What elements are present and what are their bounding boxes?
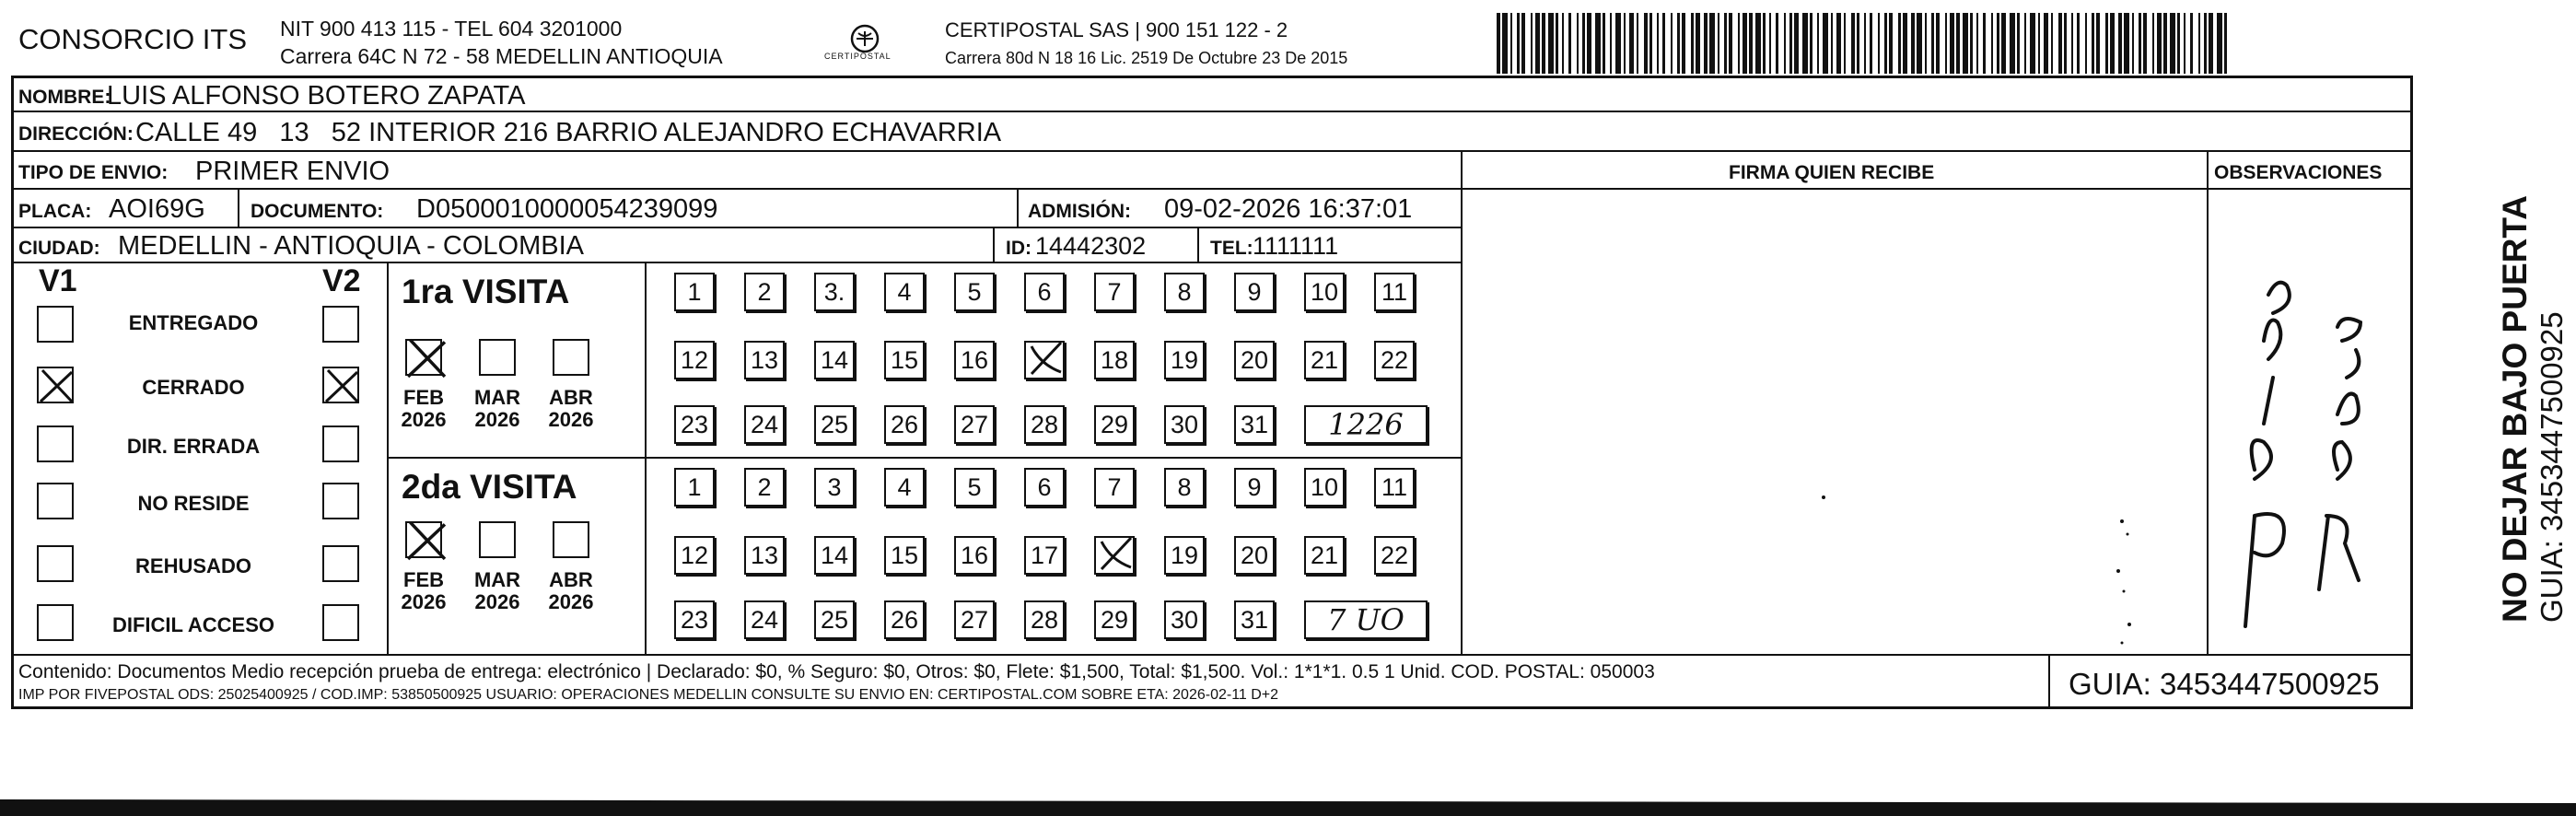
day-box[interactable]: 15: [884, 341, 925, 379]
id-label: ID:: [1006, 238, 1032, 259]
city-value: MEDELLIN - ANTIOQUIA - COLOMBIA: [118, 231, 584, 261]
recipient-name: LUIS ALFONSO BOTERO ZAPATA: [107, 81, 526, 111]
observations-divider: [2207, 152, 2209, 654]
day-box[interactable]: 13: [744, 341, 785, 379]
day-box[interactable]: 8: [1164, 273, 1205, 311]
cp-line-1: CERTIPOSTAL SAS | 900 151 122 - 2: [945, 18, 1288, 41]
month-name: MAR: [473, 568, 521, 591]
v2-checkbox[interactable]: [322, 545, 359, 582]
day-box[interactable]: 23: [674, 405, 715, 444]
v2-checkbox[interactable]: [322, 367, 359, 403]
day-box[interactable]: [1094, 536, 1135, 575]
logo-text: CERTIPOSTAL: [824, 52, 892, 61]
month-label: [391, 569, 456, 613]
month-label: [391, 387, 456, 431]
visit-1-title: 1ra VISITA: [402, 273, 570, 310]
company-name: CONSORCIO ITS: [18, 23, 248, 55]
status-label: NO RESIDE: [137, 492, 250, 515]
day-box[interactable]: 11: [1374, 273, 1415, 311]
month-name: MAR: [473, 386, 521, 409]
day-box[interactable]: 16: [954, 341, 995, 379]
visit-2-title: 2da VISITA: [402, 468, 577, 506]
day-box[interactable]: 27: [954, 600, 995, 639]
day-box[interactable]: 7: [1094, 468, 1135, 507]
shipping-type: PRIMER ENVIO: [195, 157, 390, 186]
document-value: D0500010000054239099: [416, 194, 718, 224]
month-label: [465, 569, 530, 613]
plate-value: AOI69G: [109, 194, 205, 224]
month-checkbox[interactable]: [553, 521, 589, 558]
day-box[interactable]: 22: [1374, 536, 1415, 575]
month-checkbox[interactable]: [405, 339, 442, 376]
day-box[interactable]: 19: [1164, 341, 1205, 379]
month-checkbox[interactable]: [479, 339, 516, 376]
certipostal-info: [945, 17, 1347, 72]
v2-checkbox[interactable]: [322, 483, 359, 519]
signature-marks: [1805, 488, 2192, 654]
day-box[interactable]: 14: [814, 536, 855, 575]
month-label: [539, 569, 603, 613]
day-box[interactable]: 23: [674, 600, 715, 639]
signature-header: FIRMA QUIEN RECIBE: [1729, 162, 1935, 183]
day-box[interactable]: 28: [1024, 600, 1065, 639]
divider: [1197, 228, 1199, 263]
bottom-edge-strip: [0, 790, 2576, 816]
tel-value: 1111111: [1253, 232, 1339, 260]
month-name: ABR: [549, 568, 593, 591]
city-label: CIUDAD:: [18, 238, 100, 259]
guia-number: GUIA: 3453447500925: [2069, 667, 2380, 701]
month-label: [539, 387, 603, 431]
day-box[interactable]: 31: [1234, 405, 1275, 444]
day-box[interactable]: 21: [1304, 341, 1345, 379]
status-label: DIFICIL ACCESO: [111, 613, 274, 636]
address-label: DIRECCIÓN:: [18, 123, 134, 145]
day-box[interactable]: 5: [954, 468, 995, 507]
month-checkbox[interactable]: [479, 521, 516, 558]
day-box[interactable]: 2: [744, 273, 785, 311]
day-box[interactable]: 22: [1374, 341, 1415, 379]
divider: [993, 228, 995, 263]
nit-line-1: NIT 900 413 115 - TEL 604 3201000: [280, 17, 623, 41]
visit-divider: [387, 457, 1461, 459]
day-box[interactable]: 25: [814, 600, 855, 639]
day-box[interactable]: 26: [884, 405, 925, 444]
day-box[interactable]: 3.: [814, 273, 855, 311]
footer-print-line: IMP POR FIVEPOSTAL ODS: 25025400925 / COD.IMP: 53850500925 USUARIO: OPERACIONES MEDELLIN CONSULTE SU ENVIO EN: CERTIPOSTAL.COM SOBRE ETA: 2026-02-11 D+2: [18, 687, 1279, 703]
v1-header: V1: [39, 263, 77, 298]
month-name: FEB: [403, 386, 444, 409]
side-text: [2496, 195, 2570, 623]
no-dejar-warning: NO DEJAR BAJO PUERTA: [2496, 195, 2534, 623]
barcode-bar: [2227, 13, 2232, 74]
nit-line-2: Carrera 64C N 72 - 58 MEDELLIN ANTIOQUIA: [280, 44, 723, 68]
footer-content-line: Contenido: Documentos Medio recepción prueba de entrega: electrónico | Declarado: $0, % Seguro: $0, Otros: $0, Flete: $1,500, Total: $1,500. Vol.: 1*1*1. 0.5 1 Unid. COD. POSTAL: 050003: [18, 661, 1655, 682]
day-box[interactable]: 28: [1024, 405, 1065, 444]
plate-label: PLACA:: [18, 201, 92, 222]
day-box[interactable]: 8: [1164, 468, 1205, 507]
divider: [238, 190, 239, 228]
type-row: [11, 152, 2413, 190]
city-row: [11, 228, 1463, 263]
handwritten-time: 1226: [1304, 405, 1428, 444]
day-box[interactable]: 20: [1234, 341, 1275, 379]
day-box[interactable]: 19: [1164, 536, 1205, 575]
side-guia: GUIA: 3453447500925: [2535, 311, 2569, 623]
day-box[interactable]: 30: [1164, 600, 1205, 639]
day-box[interactable]: 3: [814, 468, 855, 507]
handwritten-time: 7 UO: [1304, 600, 1428, 639]
day-box[interactable]: [1024, 341, 1065, 379]
admission-label: ADMISIÓN:: [1028, 201, 1131, 222]
signature-divider: [1461, 152, 1463, 654]
plate-row: [11, 190, 1463, 228]
observations-handwriting: [2218, 239, 2402, 645]
day-box[interactable]: 25: [814, 405, 855, 444]
day-box[interactable]: 5: [954, 273, 995, 311]
day-box[interactable]: 10: [1304, 468, 1345, 507]
day-box[interactable]: 13: [744, 536, 785, 575]
day-box[interactable]: 4: [884, 273, 925, 311]
company-nit: [280, 15, 723, 70]
tel-label: TEL:: [1210, 238, 1253, 259]
observations-header: OBSERVACIONES: [2214, 162, 2383, 183]
month-year: 2026: [474, 408, 520, 431]
day-box[interactable]: 26: [884, 600, 925, 639]
day-box[interactable]: 12: [674, 536, 715, 575]
day-box[interactable]: 29: [1094, 405, 1135, 444]
status-label: REHUSADO: [135, 554, 251, 577]
recipient-address: CALLE 49 13 52 INTERIOR 216 BARRIO ALEJANDRO ECHAVARRIA: [135, 118, 1002, 147]
month-year: 2026: [474, 590, 520, 613]
v2-checkbox[interactable]: [322, 604, 359, 641]
id-value: 14442302: [1035, 232, 1147, 260]
barcode: [1497, 13, 2232, 74]
day-box[interactable]: 24: [744, 405, 785, 444]
day-box[interactable]: 6: [1024, 273, 1065, 311]
month-checkbox[interactable]: [553, 339, 589, 376]
day-box[interactable]: 11: [1374, 468, 1415, 507]
day-box[interactable]: 2: [744, 468, 785, 507]
day-box[interactable]: 24: [744, 600, 785, 639]
day-box[interactable]: 17: [1024, 536, 1065, 575]
day-box[interactable]: 15: [884, 536, 925, 575]
status-label: ENTREGADO: [128, 311, 259, 334]
day-box[interactable]: 18: [1094, 341, 1135, 379]
day-box[interactable]: 29: [1094, 600, 1135, 639]
month-year: 2026: [401, 408, 447, 431]
month-year: 2026: [548, 590, 594, 613]
name-label: NOMBRE:: [18, 87, 111, 108]
day-box[interactable]: 7: [1094, 273, 1135, 311]
divider: [645, 263, 647, 654]
month-name: FEB: [403, 568, 444, 591]
name-row: [11, 78, 2413, 112]
day-box[interactable]: 16: [954, 536, 995, 575]
month-year: 2026: [401, 590, 447, 613]
day-box[interactable]: 30: [1164, 405, 1205, 444]
day-box[interactable]: 6: [1024, 468, 1065, 507]
day-box[interactable]: 9: [1234, 468, 1275, 507]
day-box[interactable]: 9: [1234, 273, 1275, 311]
v2-checkbox[interactable]: [322, 425, 359, 462]
day-box[interactable]: 12: [674, 341, 715, 379]
day-box[interactable]: 1: [674, 273, 715, 311]
month-checkbox[interactable]: [405, 521, 442, 558]
day-box[interactable]: 10: [1304, 273, 1345, 311]
month-year: 2026: [548, 408, 594, 431]
divider: [387, 263, 389, 654]
day-box[interactable]: 4: [884, 468, 925, 507]
status-label: CERRADO: [142, 376, 245, 399]
day-box[interactable]: 27: [954, 405, 995, 444]
type-label: TIPO DE ENVIO:: [18, 162, 169, 183]
admission-value: 09-02-2026 16:37:01: [1164, 194, 1413, 224]
document-label: DOCUMENTO:: [251, 201, 384, 222]
v2-header: V2: [322, 263, 361, 298]
address-row: [11, 112, 2413, 152]
cp-line-2: Carrera 80d N 18 16 Lic. 2519 De Octubre 23 De 2015: [945, 49, 1348, 67]
day-box[interactable]: 1: [674, 468, 715, 507]
day-box[interactable]: 20: [1234, 536, 1275, 575]
v2-checkbox[interactable]: [322, 306, 359, 343]
month-label: [465, 387, 530, 431]
divider: [1017, 190, 1019, 228]
day-box[interactable]: 14: [814, 341, 855, 379]
month-name: ABR: [549, 386, 593, 409]
day-box[interactable]: 31: [1234, 600, 1275, 639]
status-label: DIR. ERRADA: [126, 435, 261, 458]
day-box[interactable]: 21: [1304, 536, 1345, 575]
